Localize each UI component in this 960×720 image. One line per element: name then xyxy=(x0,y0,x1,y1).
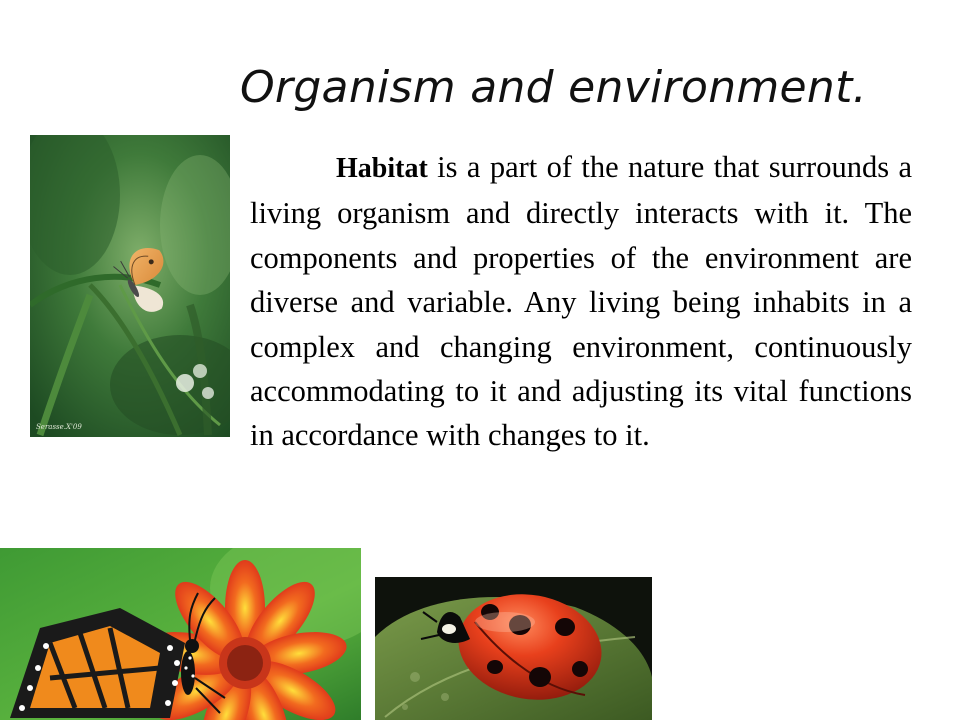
habitat-term: Habitat xyxy=(336,153,428,184)
slide-title: Organism and environment. xyxy=(240,62,867,113)
habitat-definition: is a part of the nature that surrounds a living organism and directly interacts with it. The components and properties of the environment are diverse and variable. Any living being inhabits in a complex and changing environment, continuously accommodating to it and adjusting its vital functions in accordance with changes to it. xyxy=(250,150,912,453)
butterfly-on-grass-photo xyxy=(30,135,230,437)
monarch-butterfly-flower-photo xyxy=(0,548,361,720)
ladybug-on-leaf-photo xyxy=(375,577,652,720)
photo-signature: Serasse.X'09 xyxy=(36,423,82,431)
habitat-paragraph xyxy=(250,145,912,458)
